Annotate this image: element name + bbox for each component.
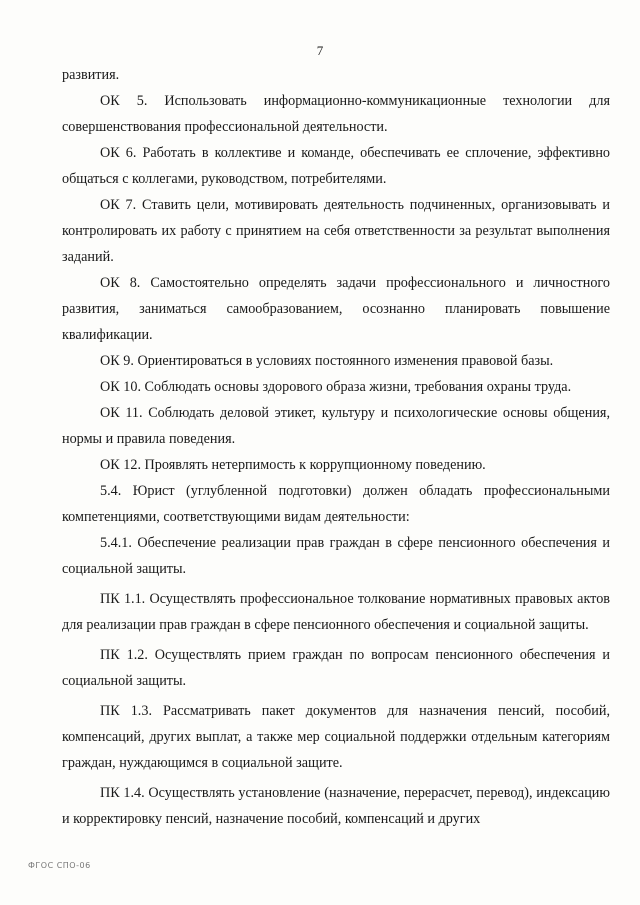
paragraph-continuation: развития. <box>62 67 120 83</box>
page-number: 7 <box>316 43 324 58</box>
paragraph-pk1-4: ПК 1.4. Осуществлять установление (назначение, перерасчет, перевод), индексацию и корректировку пенсий, назначение пособий, компенсаций и других <box>62 785 610 827</box>
paragraph-ok12: ОК 12. Проявлять нетерпимость к коррупционному поведению. <box>100 457 486 473</box>
paragraph-ok7: ОК 7. Ставить цели, мотивировать деятельность подчиненных, организовывать и контролировать их работу с принятием на себя ответственности за результат выполнения заданий. <box>62 197 610 265</box>
paragraph-ok8: ОК 8. Самостоятельно определять задачи профессионального и личностного развития, заниматься самообразованием, осознанно планировать повышение квалификации. <box>62 275 610 343</box>
paragraph-ok10: ОК 10. Соблюдать основы здорового образа жизни, требования охраны труда. <box>100 379 572 395</box>
paragraph-pk1-1: ПК 1.1. Осуществлять профессиональное толкование нормативных правовых актов для реализации прав граждан в сфере пенсионного обеспечения и социальной защиты. <box>62 591 610 633</box>
document-body <box>62 62 610 832</box>
paragraph-ok11: ОК 11. Соблюдать деловой этикет, культуру и психологические основы общения, нормы и правила поведения. <box>62 405 610 447</box>
paragraph-pk1-3: ПК 1.3. Рассматривать пакет документов для назначения пенсий, пособий, компенсаций, других выплат, а также мер социальной поддержки отдельным категориям граждан, нуждающимся в социальной защите. <box>62 703 610 771</box>
paragraph-section-5-4: 5.4. Юрист (углубленной подготовки) должен обладать профессиональными компетенциями, соответствующими видам деятельности: <box>62 483 610 525</box>
paragraph-section-5-4-1: 5.4.1. Обеспечение реализации прав граждан в сфере пенсионного обеспечения и социальной защиты. <box>62 535 610 577</box>
footer-stamp: ФГОС СПО-06 <box>28 861 91 870</box>
paragraph-ok6: ОК 6. Работать в коллективе и команде, обеспечивать ее сплочение, эффективно общаться с коллегами, руководством, потребителями. <box>62 145 610 187</box>
paragraph-ok9: ОК 9. Ориентироваться в условиях постоянного изменения правовой базы. <box>100 353 554 369</box>
paragraph-pk1-2: ПК 1.2. Осуществлять прием граждан по вопросам пенсионного обеспечения и социальной защиты. <box>62 647 610 689</box>
paragraph-ok5: ОК 5. Использовать информационно-коммуникационные технологии для совершенствования профессиональной деятельности. <box>62 93 610 135</box>
